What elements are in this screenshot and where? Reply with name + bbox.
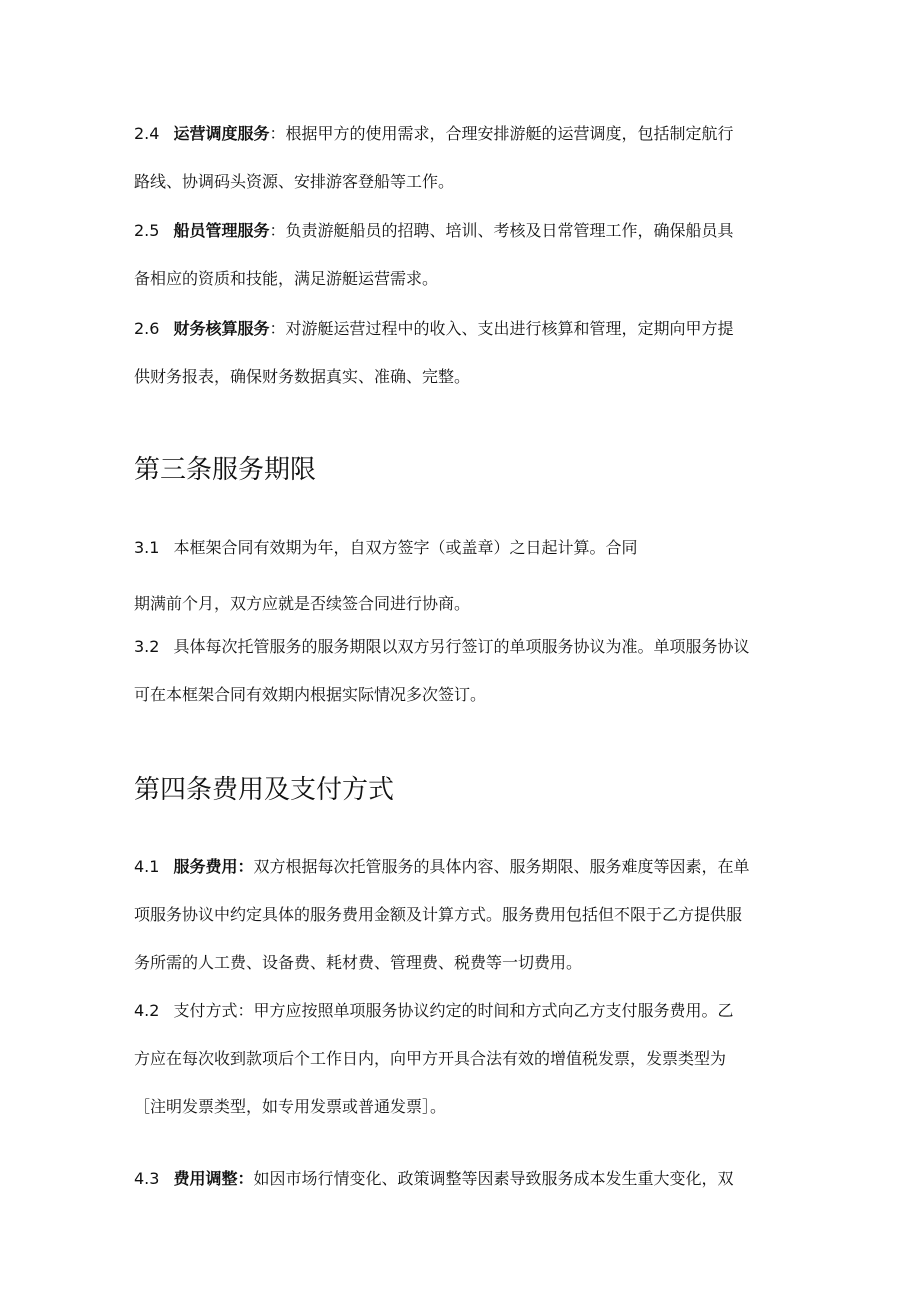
clause-2-4-line-2: 路线、协调码头资源、安排游客登船等工作。 — [134, 172, 455, 191]
clause-4-1-line-2: 项服务协议中约定具体的服务费用金额及计算方式。服务费用包括但不限于乙方提供服 — [134, 905, 743, 924]
clause-2-6 — [134, 305, 784, 401]
clause-text: 双方根据每次托管服务的具体内容、服务期限、服务难度等因素，在单 — [253, 857, 750, 876]
clause-number: 3.1 — [134, 538, 160, 557]
clause-4-2-line-1 — [134, 987, 784, 1035]
clause-number: 2.5 — [134, 221, 160, 240]
clause-number: 4.2 — [134, 1001, 160, 1020]
clause-text: 如因市场行情变化、政策调整等因素导致服务成本发生重大变化，双 — [253, 1169, 734, 1188]
clause-4-2-line-2: 方应在每次收到款项后个工作日内，向甲方开具合法有效的增值税发票，发票类型为 — [134, 1049, 727, 1068]
clause-4-1-line-3: 务所需的人工费、设备费、耗材费、管理费、税费等一切费用。 — [134, 953, 583, 972]
clause-4-3 — [134, 1155, 784, 1203]
clause-4-3-line-1 — [134, 1155, 784, 1203]
clause-number: 4.1 — [134, 857, 160, 876]
clause-4-1-line-1 — [134, 843, 784, 891]
clause-3-2-line-1 — [134, 623, 784, 671]
clause-3-2 — [134, 623, 784, 719]
clause-text: ：负责游艇船员的招聘、培训、考核及日常管理工作，确保船员具 — [269, 221, 734, 240]
clause-term: 财务核算服务 — [173, 319, 270, 338]
clause-4-1 — [134, 843, 784, 987]
clause-text: ：对游艇运营过程中的收入、支出进行核算和管理，定期向甲方提 — [269, 319, 734, 338]
section-heading-4: 第四条费用及支付方式 — [134, 775, 395, 805]
clause-term: 运营调度服务 — [173, 124, 270, 143]
clause-2-6-line-1 — [134, 305, 784, 353]
clause-term: 服务费用： — [173, 857, 254, 876]
clause-number: 2.6 — [134, 319, 160, 338]
clause-3-1-line-1 — [134, 524, 784, 572]
clause-2-5 — [134, 207, 784, 303]
clause-2-6-line-2: 供财务报表，确保财务数据真实、准确、完整。 — [134, 367, 471, 386]
clause-4-2-line-3: ［注明发票类型，如专用发票或普通发票］。 — [134, 1097, 447, 1116]
clause-2-4-line-1 — [134, 110, 784, 158]
clause-text: ：根据甲方的使用需求，合理安排游艇的运营调度，包括制定航行 — [269, 124, 734, 143]
clause-2-5-line-1 — [134, 207, 784, 255]
clause-term: 船员管理服务 — [173, 221, 270, 240]
clause-2-5-line-2: 备相应的资质和技能，满足游艇运营需求。 — [134, 269, 439, 288]
section-heading-3: 第三条服务期限 — [134, 455, 317, 485]
clause-number: 3.2 — [134, 637, 160, 656]
clause-2-4 — [134, 110, 784, 206]
clause-3-1 — [134, 524, 784, 628]
clause-number: 4.3 — [134, 1169, 160, 1188]
clause-3-1-line-2: 期满前个月，双方应就是否续签合同进行协商。 — [134, 594, 471, 613]
clause-text: 支付方式：甲方应按照单项服务协议约定的时间和方式向乙方支付服务费用。乙 — [173, 1001, 734, 1020]
clause-4-2 — [134, 987, 784, 1131]
clause-number: 2.4 — [134, 124, 160, 143]
clause-3-2-line-2: 可在本框架合同有效期内根据实际情况多次签订。 — [134, 685, 487, 704]
clause-text: 本框架合同有效期为年，自双方签字（或盖章）之日起计算。合同 — [173, 538, 638, 557]
clause-text: 具体每次托管服务的服务期限以双方另行签订的单项服务协议为准。单项服务协议 — [173, 637, 750, 656]
clause-term: 费用调整： — [173, 1169, 254, 1188]
